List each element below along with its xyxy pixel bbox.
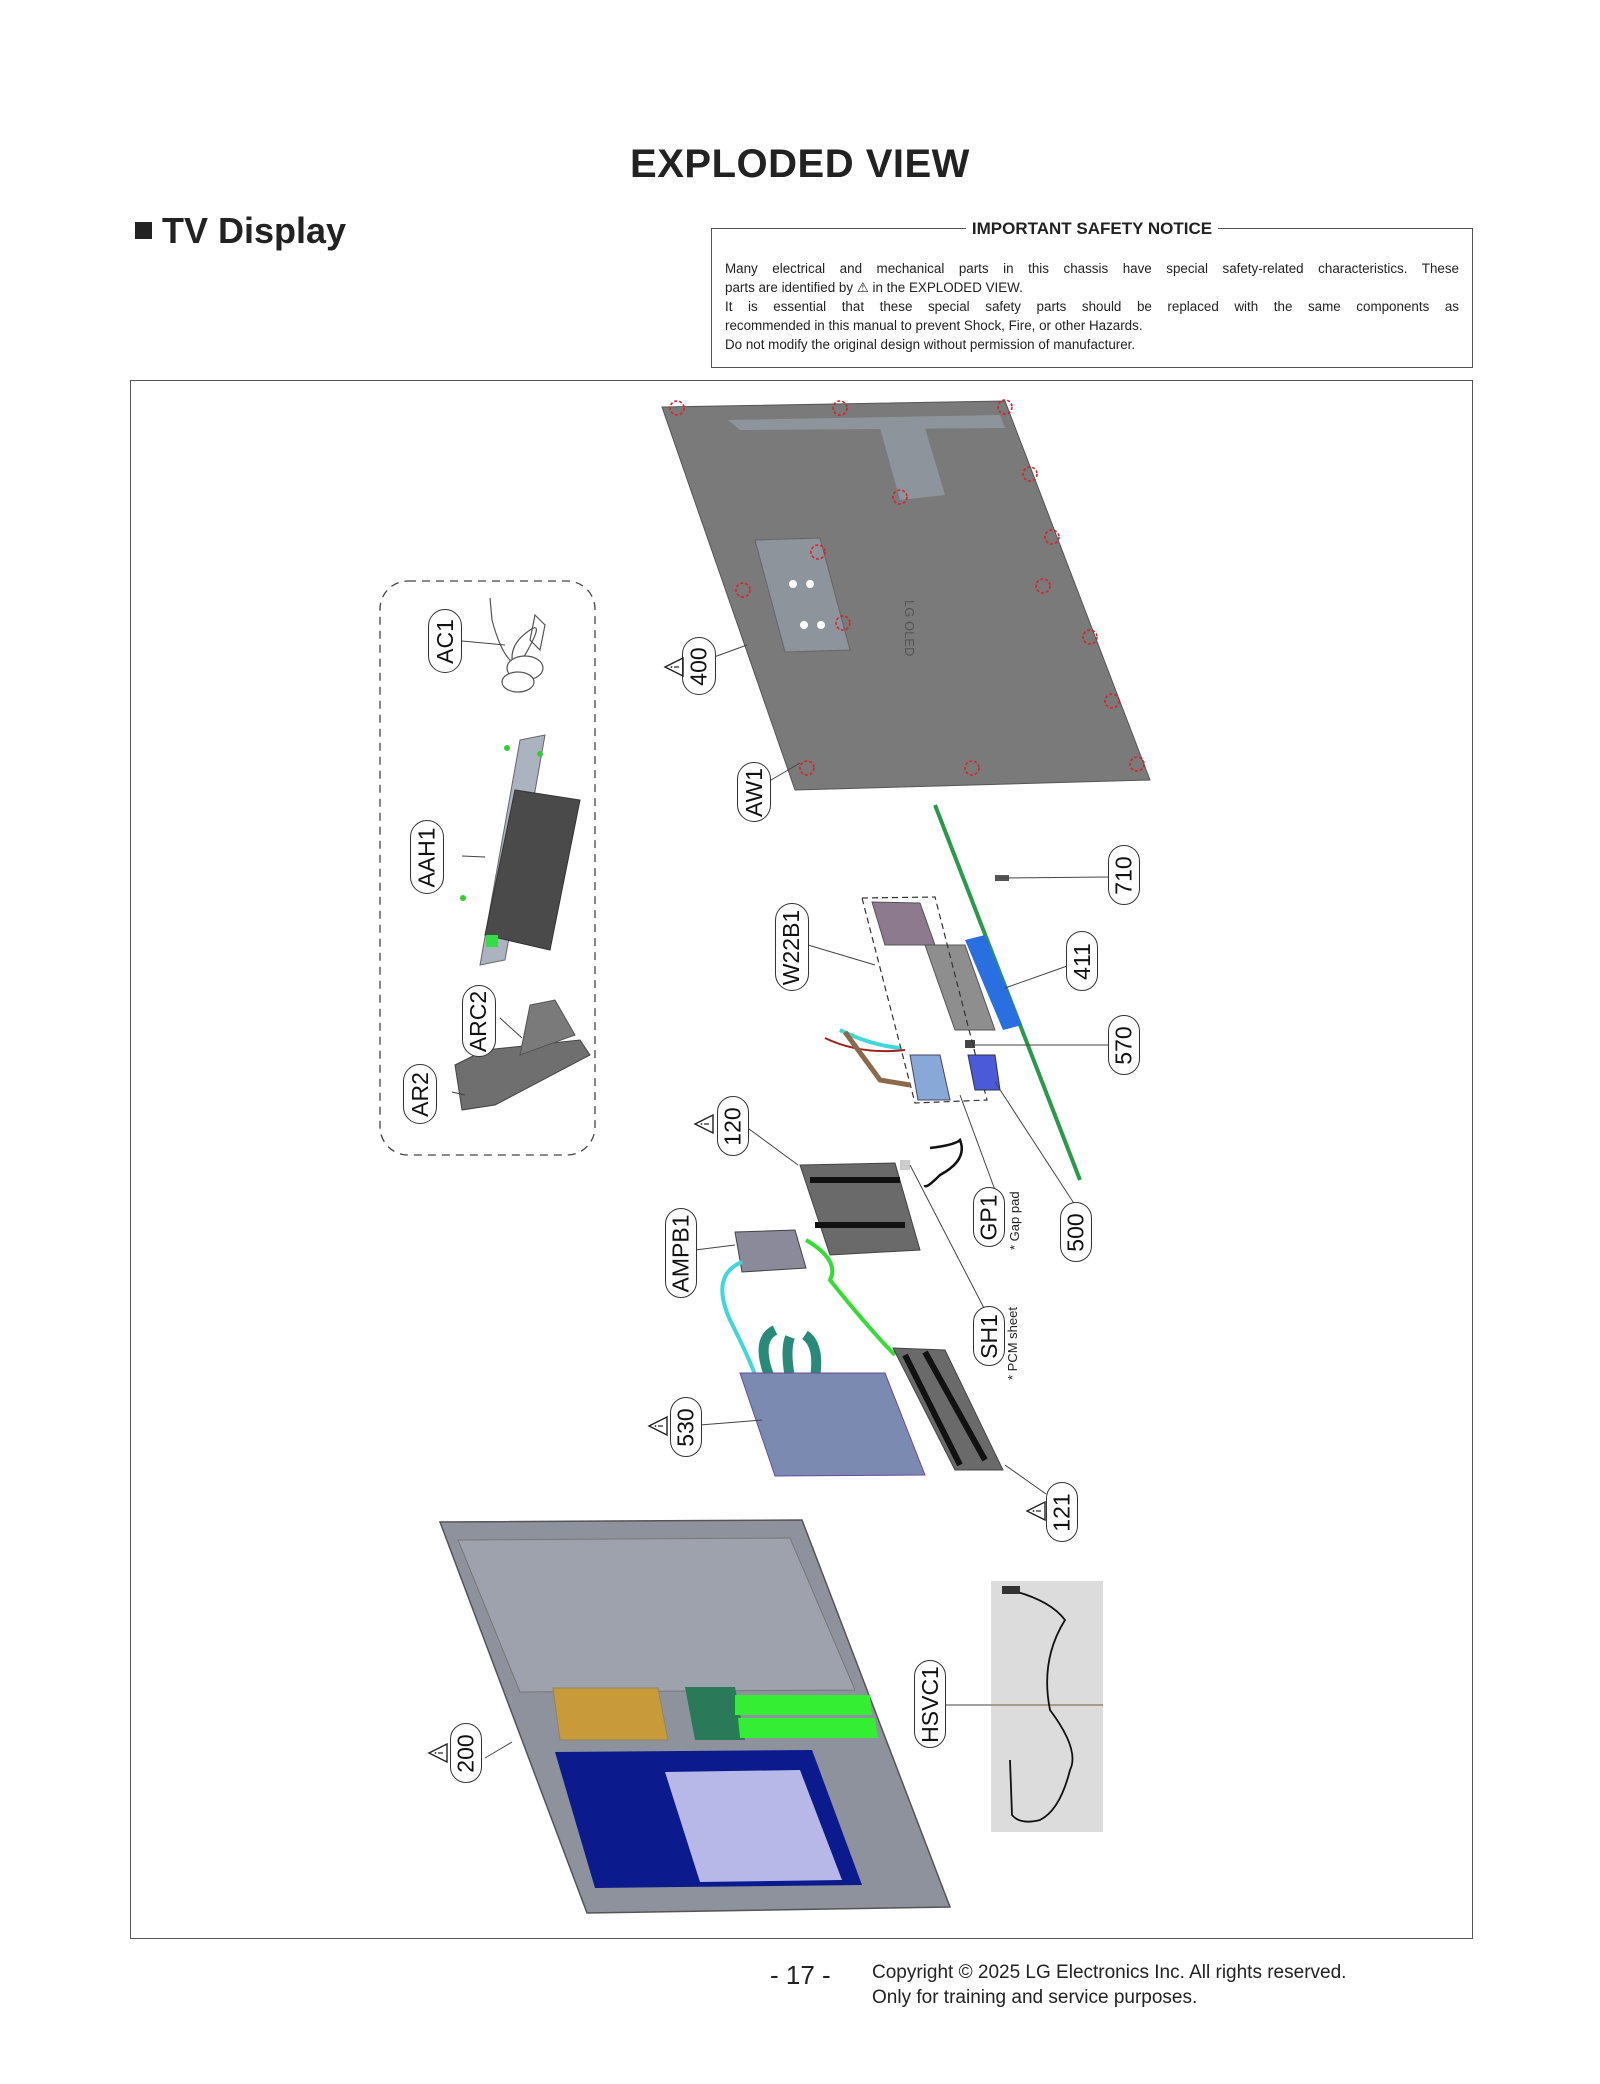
callout-200: 200: [450, 1723, 482, 1783]
back-cover-icon: [662, 400, 1150, 790]
speaker-bar-icon: [925, 805, 1080, 1180]
oled-panel-icon: [440, 1520, 950, 1913]
safety-warning-icon: [427, 1742, 449, 1764]
callout-sh1: SH1: [973, 1306, 1005, 1366]
callout-ac1: AC1: [428, 609, 462, 673]
main-board-icon: [740, 1373, 925, 1476]
copyright-line: Copyright © 2025 LG Electronics Inc. All rights reserved.: [872, 1962, 1347, 1983]
callout-w22b1: W22B1: [775, 903, 809, 991]
safety-notice-line: Many electrical and mechanical parts in this chassis have special safety-related characteristics. These: [725, 261, 1459, 276]
callout-500: 500: [1060, 1202, 1092, 1262]
safety-notice-line: It is essential that these special safety parts should be replaced with the same components as: [725, 299, 1459, 314]
callout-121: 121: [1046, 1482, 1078, 1542]
callout-arc2: ARC2: [462, 985, 496, 1057]
page-number: - 17 -: [770, 1960, 831, 1990]
amp-board-icon: [735, 1230, 806, 1272]
ffc-cables-icon: [764, 1330, 817, 1378]
callout-aw1: AW1: [737, 762, 771, 822]
power-board-icon: [800, 1160, 920, 1255]
green-cable-icon: [806, 1240, 895, 1355]
safety-warning-icon: [693, 1113, 715, 1135]
callout-411: 411: [1066, 931, 1098, 991]
callout-ar2: AR2: [403, 1064, 437, 1124]
cyan-cable-icon: [722, 1262, 755, 1375]
page-title: EXPLODED VIEW: [630, 142, 970, 186]
copyright-notice: [872, 1960, 1346, 2010]
hsvc-cable-photo: [991, 1581, 1103, 1832]
sh1-note: * PCM sheet: [1005, 1307, 1020, 1380]
wall-bracket-icon: [460, 735, 580, 965]
callout-hsvc1: HSVC1: [914, 1660, 946, 1748]
gp1-note: * Gap pad: [1007, 1191, 1022, 1250]
usage-line: Only for training and service purposes.: [872, 1987, 1198, 2008]
antenna-cable-icon: [490, 598, 545, 692]
callout-gp1: GP1: [973, 1187, 1005, 1247]
callout-120: 120: [717, 1096, 749, 1156]
safety-warning-icon: [663, 656, 685, 678]
section-title-text: TV Display: [162, 210, 347, 251]
safety-notice-line: recommended in this manual to prevent Shock, Fire, or other Hazards.: [725, 318, 1143, 333]
callout-aah1: AAH1: [410, 820, 444, 894]
safety-notice-line: Do not modify the original design without permission of manufacturer.: [725, 337, 1136, 352]
safety-notice-title: IMPORTANT SAFETY NOTICE: [966, 219, 1218, 238]
cable-icon: [925, 1140, 962, 1186]
callout-710: 710: [1108, 845, 1140, 905]
safety-notice-line: parts are identified by ⚠ in the EXPLODED VIEW.: [725, 280, 1023, 295]
safety-warning-icon: [1025, 1500, 1047, 1522]
lg-oled-logo: LG OLED: [902, 600, 917, 657]
callout-400: 400: [682, 637, 716, 695]
callout-ampb1: AMPB1: [665, 1208, 697, 1298]
safety-warning-icon: [647, 1415, 669, 1437]
callout-570: 570: [1108, 1015, 1140, 1075]
callout-530: 530: [670, 1397, 702, 1457]
